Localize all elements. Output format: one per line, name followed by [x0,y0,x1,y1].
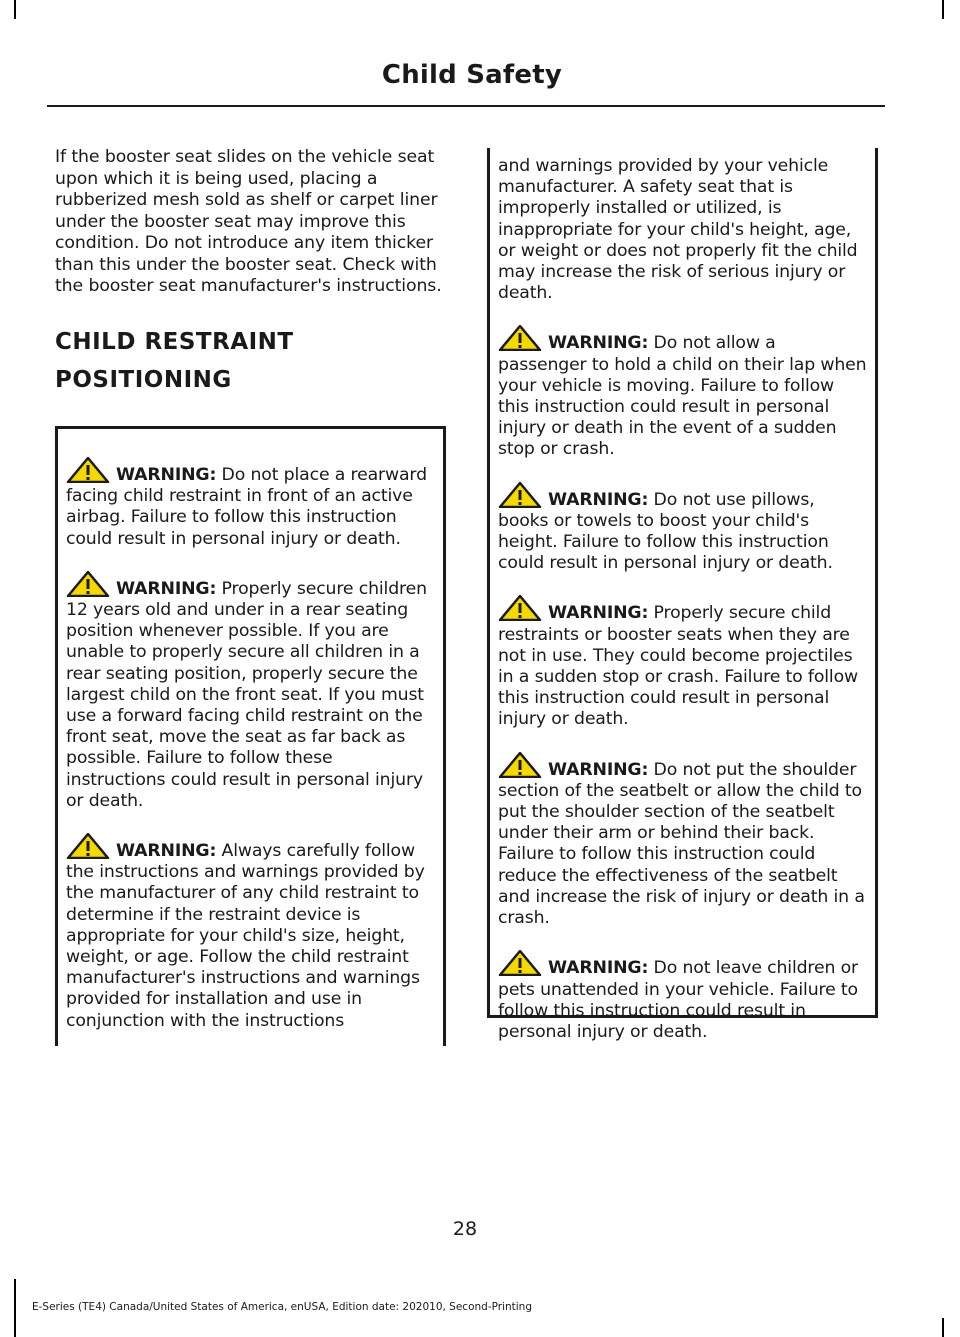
warning-text: Do not leave children or pets unattended in your vehicle. Failure to follow this instruction could result in personal injury or death. [498,958,859,1042]
page-title: Child Safety [381,60,562,90]
section-heading-line1: CHILD RESTRAINT [55,328,294,355]
warning-keyword: WARNING: [548,603,649,624]
section-heading-line2: POSITIONING [55,366,232,393]
warning-keyword: WARNING: [548,958,649,979]
section-heading [55,326,447,396]
warning-keyword: WARNING: [548,759,649,780]
warning-item [498,595,867,730]
warning-item [66,457,435,550]
warning-triangle-icon [66,833,112,859]
continuation-text: and warnings provided by your vehicle manufacturer. A safety seat that is improperly installed or utilized, is inappropriate for your child's height, age, or weight or does not properly fit the child may increase the risk of serious injury or death. [498,156,858,304]
crop-mark [942,0,944,19]
warning-keyword: WARNING: [116,465,217,485]
warning-item [498,950,867,1043]
warning-text: Always carefully follow the instructions and warnings provided by the manufacturer of any child restraint to determine if the restraint device is appropriate for your child's size, height, weight, or age. Follow the child restraint manufacturer's instructions and warnings provided for installation and use in conjunction with the instructions [66,841,425,1031]
warning-item [498,752,867,930]
warning-triangle-icon [66,571,112,597]
warning-triangle-icon [66,457,112,483]
warning-item [66,833,435,1032]
warning-item [498,325,867,460]
warning-triangle-icon [498,595,544,621]
crop-mark [14,0,16,19]
warning-text: Do not place a rearward facing child restraint in front of an active airbag. Failure to follow this instruction could result in personal injury or death. [66,465,427,549]
warning-keyword: WARNING: [548,489,649,510]
warning-keyword: WARNING: [548,333,649,354]
warning-item [498,482,867,575]
left-column [55,147,447,396]
crop-mark [942,1318,944,1337]
warning-text: Do not use pillows, books or towels to boost your child's height. Failure to follow this instruction could result in personal injury or death. [498,489,833,574]
warning-item [66,571,435,812]
warning-triangle-icon [498,752,544,778]
warning-box-left [55,426,446,1046]
warning-text: Do not allow a passenger to hold a child on their lap when your vehicle is moving. Failure to follow this instruction could result in personal injury or death in the event of a sudden stop or crash. [498,333,867,460]
warning-text: Do not put the shoulder section of the seatbelt or allow the child to put the shoulder section of the seatbelt under their arm or behind their back. Failure to follow this instruction could reduce the effectiveness of the seatbelt and increase the risk of injury or death in a crash. [498,759,865,929]
warning-keyword: WARNING: [116,578,217,599]
header-divider [47,105,885,107]
footer-edition: E-Series (TE4) Canada/United States of America, enUSA, Edition date: 202010, Second-Printing [32,1301,533,1313]
warning-text: Properly secure children 12 years old and under in a rear seating position whenever possible. If you are unable to properly secure all children in a rear seating position, properly secure the largest child on the front seat. If you must use a forward facing child restraint on the front seat, move the seat as far back as possible. Failure to follow these instructions could result in personal injury or death. [66,578,427,811]
warning-keyword: WARNING: [116,841,217,862]
warning-triangle-icon [498,482,544,508]
crop-mark [14,1279,16,1337]
page-number: 28 [452,1218,478,1240]
intro-paragraph: If the booster seat slides on the vehicle seat upon which it is being used, placing a rubberized mesh sold as shelf or carpet liner under the booster seat may improve this condition. Do not introduce any item thicker than this under the booster seat. Check with the booster seat manufacturer's instructions. [55,147,442,296]
warning-triangle-icon [498,950,544,976]
warning-box-right [487,148,878,1042]
warning-triangle-icon [498,325,544,351]
warning-text: Properly secure child restraints or booster seats when they are not in use. They could become projectiles in a sudden stop or crash. Failure to follow this instruction could result in personal injury or death. [498,603,858,730]
